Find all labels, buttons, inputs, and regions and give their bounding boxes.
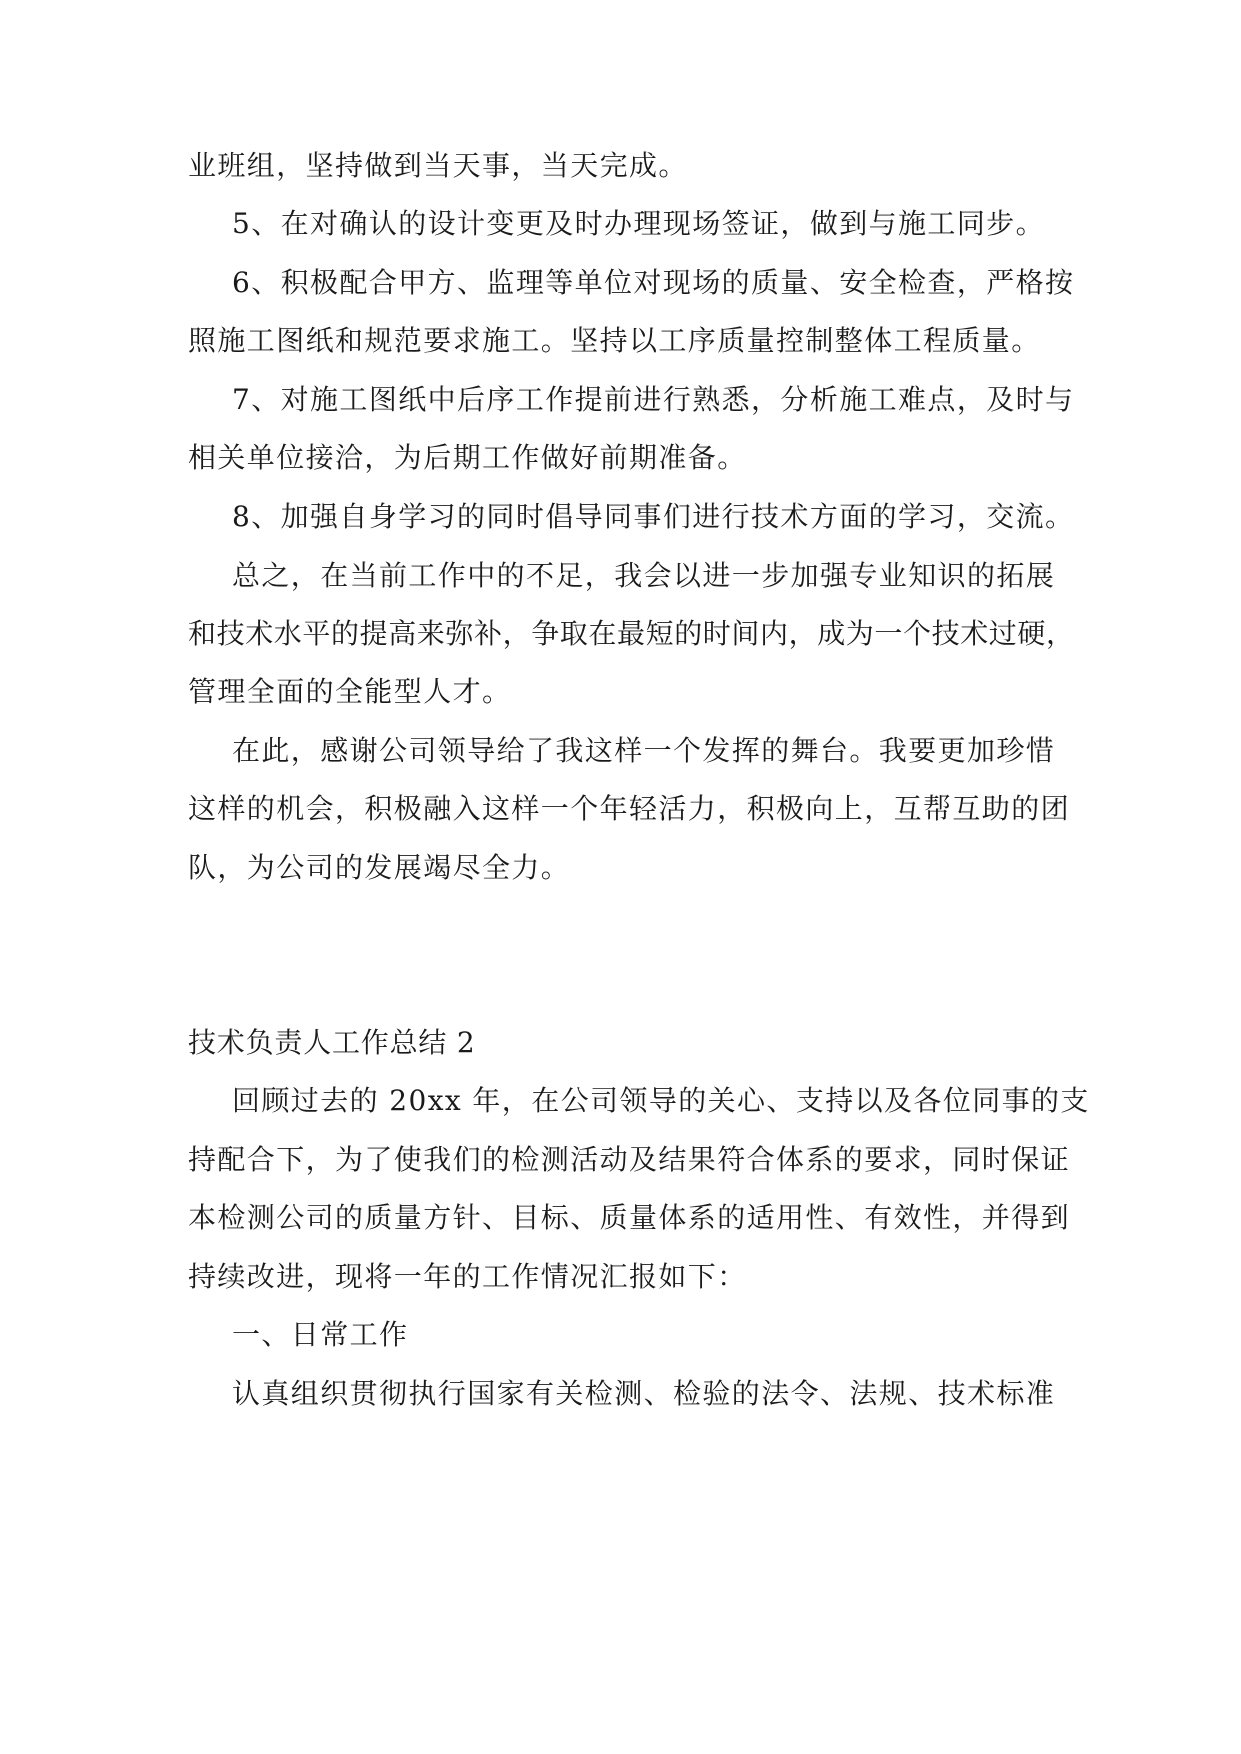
paragraph-line: 管理全面的全能型人才。: [188, 675, 512, 708]
paragraph-line: 和技术水平的提高来弥补，争取在最短的时间内，成为一个技术过硬，: [188, 617, 1075, 650]
paragraph-line: 持续改进，现将一年的工作情况汇报如下：: [188, 1260, 747, 1293]
paragraph-line: 队，为公司的发展竭尽全力。: [188, 851, 571, 884]
paragraph-line: 业班组，坚持做到当天事，当天完成。: [188, 149, 688, 182]
subsection-heading: 一、日常工作: [232, 1318, 409, 1351]
paragraph-line: 认真组织贯彻执行国家有关检测、检验的法令、法规、技术标准: [232, 1377, 1056, 1410]
paragraph-line: 持配合下，为了使我们的检测活动及结果符合体系的要求，同时保证: [188, 1143, 1071, 1176]
paragraph-line: 8、加强自身学习的同时倡导同事们进行技术方面的学习，交流。: [232, 500, 1075, 533]
section-title: 技术负责人工作总结 2: [188, 1026, 476, 1059]
paragraph-line: 本检测公司的质量方针、目标、质量体系的适用性、有效性，并得到: [188, 1201, 1071, 1234]
paragraph-line: 在此，感谢公司领导给了我这样一个发挥的舞台。我要更加珍惜: [232, 734, 1056, 767]
paragraph-line: 回顾过去的 20xx 年，在公司领导的关心、支持以及各位同事的支: [232, 1084, 1090, 1117]
paragraph-line: 6、积极配合甲方、监理等单位对现场的质量、安全检查，严格按: [232, 266, 1075, 299]
paragraph-line: 总之，在当前工作中的不足，我会以进一步加强专业知识的拓展: [232, 559, 1056, 592]
paragraph-line: 5、在对确认的设计变更及时办理现场签证，做到与施工同步。: [232, 207, 1046, 240]
paragraph-line: 7、对施工图纸中后序工作提前进行熟悉，分析施工难点，及时与: [232, 383, 1075, 416]
paragraph-line: 照施工图纸和规范要求施工。坚持以工序质量控制整体工程质量。: [188, 324, 1041, 357]
paragraph-line: 相关单位接洽，为后期工作做好前期准备。: [188, 441, 747, 474]
paragraph-line: 这样的机会，积极融入这样一个年轻活力，积极向上，互帮互助的团: [188, 792, 1071, 825]
